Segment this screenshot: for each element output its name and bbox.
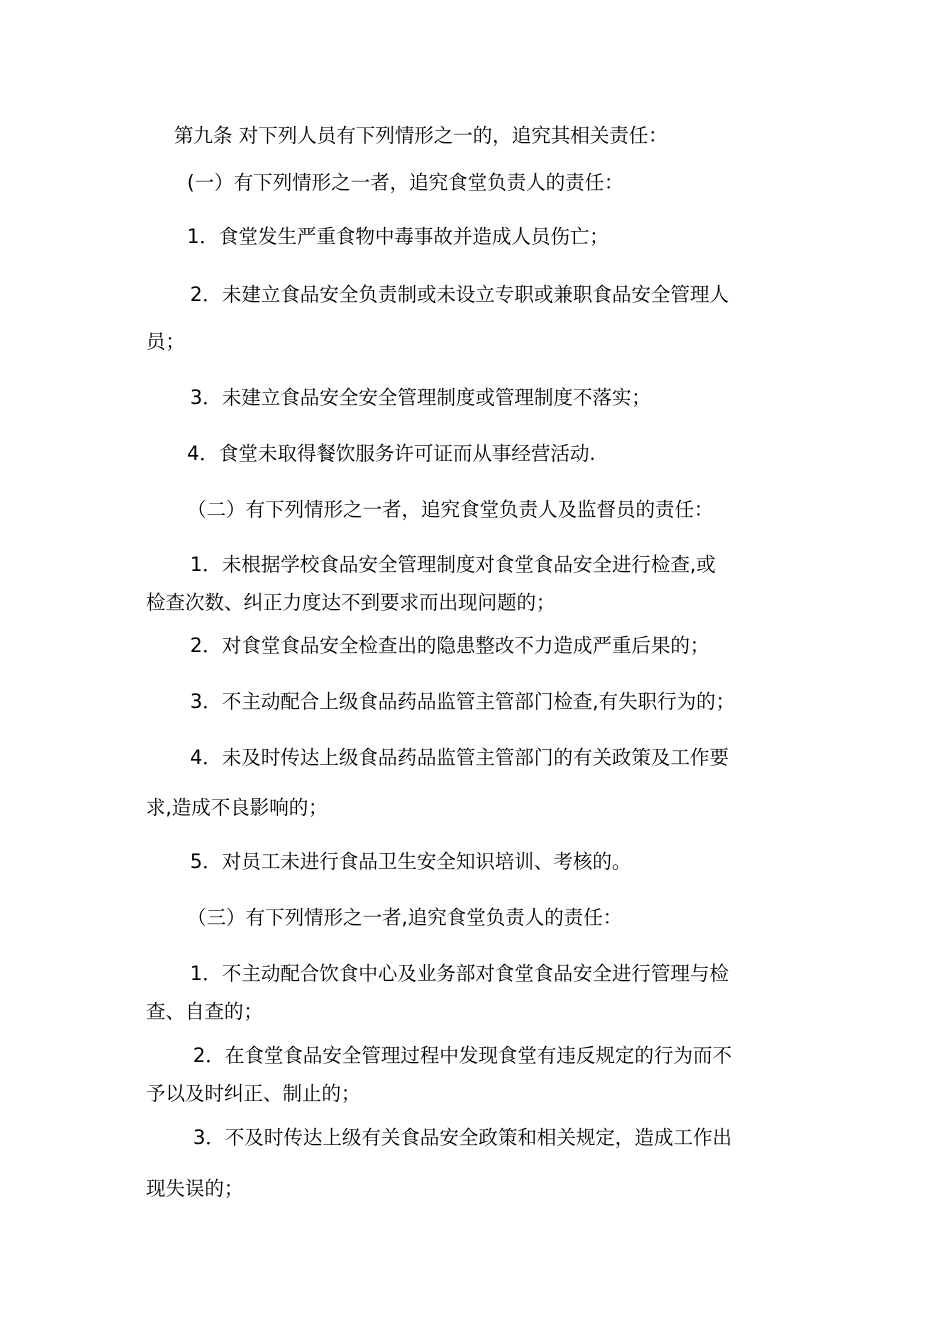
list-item: 4．食堂未取得餐饮服务许可证而从事经营活动. xyxy=(187,442,596,465)
list-item: 3．未建立食品安全安全管理制度或管理制度不落实； xyxy=(190,386,651,409)
list-item-continuation: 检查次数、纠正力度达不到要求而出现问题的； xyxy=(146,591,556,614)
list-item: 5．对员工未进行食品卫生安全知识培训、考核的。 xyxy=(190,850,632,873)
list-item-continuation: 查、自查的； xyxy=(146,1000,264,1023)
list-item: 2．未建立食品安全负责制或未设立专职或兼职食品安全管理人 xyxy=(190,283,729,306)
section-heading-2: （二）有下列情形之一者，追究食堂负责人及监督员的责任： xyxy=(187,498,714,521)
list-item: 2．对食堂食品安全检查出的隐患整改不力造成严重后果的； xyxy=(190,634,710,657)
section-heading-3: （三）有下列情形之一者,追究食堂负责人的责任： xyxy=(187,906,623,929)
list-item: 1．食堂发生严重食物中毒事故并造成人员伤亡； xyxy=(187,225,609,248)
list-item: 3．不主动配合上级食品药品监管主管部门检查,有失职行为的； xyxy=(190,690,736,713)
list-item: 2．在食堂食品安全管理过程中发现食堂有违反规定的行为而不 xyxy=(193,1044,732,1067)
section-heading-1: (一）有下列情形之一者，追究食堂负责人的责任： xyxy=(187,171,624,194)
list-item-continuation: 求,造成不良影响的； xyxy=(146,796,328,819)
list-item-continuation: 现失误的； xyxy=(146,1177,244,1200)
list-item: 3．不及时传达上级有关食品安全政策和相关规定，造成工作出 xyxy=(193,1126,732,1149)
list-item-continuation: 予以及时纠正、制止的； xyxy=(146,1082,361,1105)
list-item: 1．不主动配合饮食中心及业务部对食堂食品安全进行管理与检 xyxy=(190,962,729,985)
list-item-continuation: 员； xyxy=(146,330,186,353)
article-heading: 第九条 对下列人员有下列情形之一的，追究其相关责任： xyxy=(174,124,668,147)
list-item: 4．未及时传达上级食品药品监管主管部门的有关政策及工作要 xyxy=(190,746,729,769)
list-item: 1．未根据学校食品安全管理制度对食堂食品安全进行检查,或 xyxy=(190,553,716,576)
